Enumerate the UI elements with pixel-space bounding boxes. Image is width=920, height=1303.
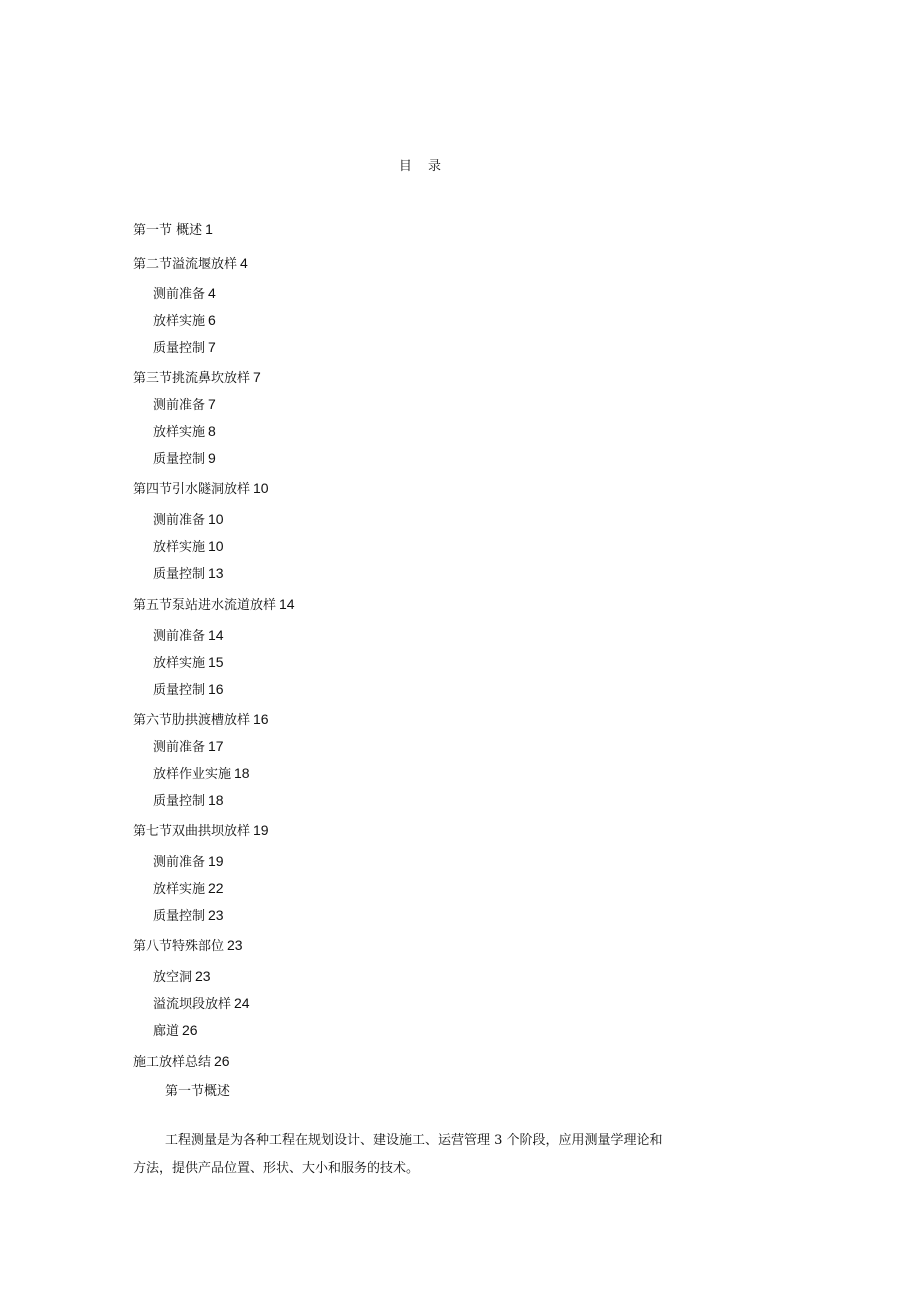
toc-page-number: 1 [205, 221, 213, 237]
toc-page-number: 22 [208, 880, 224, 896]
toc-subsection-entry[interactable] [153, 880, 224, 898]
toc-subsection-entry[interactable] [153, 423, 216, 441]
toc-entry-label: 测前准备 [153, 398, 206, 413]
toc-entry-label: 施工放样总结 [133, 1055, 212, 1070]
toc-page-number: 23 [208, 907, 224, 923]
toc-entry-label: 第七节双曲拱坝放样 [133, 824, 251, 839]
toc-page-number: 10 [253, 480, 269, 496]
toc-entry-label: 放样实施 [153, 882, 206, 897]
toc-page-number: 7 [208, 339, 216, 355]
toc-subsection-entry[interactable] [153, 565, 224, 583]
toc-page-number: 9 [208, 450, 216, 466]
toc-entry-label: 放样实施 [153, 540, 206, 555]
toc-page-number: 8 [208, 423, 216, 439]
toc-entry-label: 第六节肋拱渡槽放样 [133, 713, 251, 728]
toc-page-number: 6 [208, 312, 216, 328]
toc-subsection-entry[interactable] [153, 396, 216, 414]
toc-entry-label: 测前准备 [153, 740, 206, 755]
toc-entry-label: 测前准备 [153, 855, 206, 870]
toc-subsection-entry[interactable] [153, 312, 216, 330]
toc-entry-label: 测前准备 [153, 629, 206, 644]
toc-entry-label: 溢流坝段放样 [153, 997, 232, 1012]
toc-section-entry[interactable] [133, 480, 269, 498]
toc-section-entry[interactable] [133, 1053, 230, 1071]
section-heading: 第一节概述 [165, 1084, 231, 1099]
toc-page-number: 26 [182, 1022, 198, 1038]
toc-subsection-entry[interactable] [153, 681, 224, 699]
toc-section-entry[interactable] [133, 596, 295, 614]
toc-page-number: 4 [240, 255, 248, 271]
toc-page-number: 23 [195, 968, 211, 984]
toc-subsection-entry[interactable] [153, 450, 216, 468]
toc-entry-label: 质量控制 [153, 452, 206, 467]
toc-page-number: 15 [208, 654, 224, 670]
toc-section-entry[interactable] [133, 937, 243, 955]
toc-entry-label: 放样实施 [153, 314, 206, 329]
toc-section-entry[interactable] [133, 255, 248, 273]
toc-page-number: 14 [208, 627, 224, 643]
toc-title: 目 录 [398, 159, 448, 174]
toc-subsection-entry[interactable] [153, 627, 224, 645]
toc-entry-label: 测前准备 [153, 287, 206, 302]
toc-section-entry[interactable] [133, 369, 261, 387]
toc-page-number: 19 [253, 822, 269, 838]
paragraph-line: 方法，提供产品位置、形状、大小和服务的技术。 [133, 1161, 420, 1176]
toc-section-entry[interactable] [133, 711, 269, 729]
toc-page-number: 23 [227, 937, 243, 953]
toc-subsection-entry[interactable] [153, 339, 216, 357]
toc-entry-label: 质量控制 [153, 567, 206, 582]
toc-page-number: 7 [253, 369, 261, 385]
toc-page-number: 7 [208, 396, 216, 412]
toc-entry-label: 质量控制 [153, 683, 206, 698]
toc-page-number: 10 [208, 538, 224, 554]
toc-section-entry[interactable] [133, 822, 269, 840]
toc-entry-label: 第四节引水隧洞放样 [133, 482, 251, 497]
toc-entry-label: 第三节挑流鼻坎放样 [133, 371, 251, 386]
toc-subsection-entry[interactable] [153, 907, 224, 925]
toc-entry-label: 质量控制 [153, 909, 206, 924]
toc-subsection-entry[interactable] [153, 538, 224, 556]
toc-subsection-entry[interactable] [153, 765, 250, 783]
toc-page-number: 16 [208, 681, 224, 697]
toc-subsection-entry[interactable] [153, 853, 224, 871]
toc-page-number: 10 [208, 511, 224, 527]
toc-subsection-entry[interactable] [153, 1022, 198, 1040]
toc-section-entry[interactable] [133, 221, 213, 239]
toc-page-number: 18 [234, 765, 250, 781]
toc-subsection-entry[interactable] [153, 654, 224, 672]
toc-subsection-entry[interactable] [153, 968, 211, 986]
toc-entry-label: 放样作业实施 [153, 767, 232, 782]
toc-entry-label: 第二节溢流堰放样 [133, 257, 238, 272]
toc-page-number: 14 [279, 596, 295, 612]
toc-entry-label: 测前准备 [153, 513, 206, 528]
toc-entry-label: 质量控制 [153, 794, 206, 809]
toc-subsection-entry[interactable] [153, 995, 250, 1013]
toc-page-number: 19 [208, 853, 224, 869]
toc-entry-label: 放空洞 [153, 970, 193, 985]
body-paragraph [133, 1127, 693, 1183]
toc-entry-label: 廊道 [153, 1024, 180, 1039]
toc-entry-label: 第一节 概述 [133, 223, 203, 238]
toc-page-number: 18 [208, 792, 224, 808]
toc-page-number: 13 [208, 565, 224, 581]
toc-entry-label: 放样实施 [153, 425, 206, 440]
toc-subsection-entry[interactable] [153, 511, 224, 529]
toc-subsection-entry[interactable] [153, 738, 224, 756]
toc-subsection-entry[interactable] [153, 285, 216, 303]
toc-page-number: 17 [208, 738, 224, 754]
toc-page-number: 26 [214, 1053, 230, 1069]
toc-page-number: 4 [208, 285, 216, 301]
toc-subsection-entry[interactable] [153, 792, 224, 810]
toc-entry-label: 放样实施 [153, 656, 206, 671]
toc-entry-label: 第五节泵站进水流道放样 [133, 598, 277, 613]
toc-entry-label: 质量控制 [153, 341, 206, 356]
paragraph-line: 工程测量是为各种工程在规划设计、建设施工、运营管理 3 个阶段，应用测量学理论和 [165, 1133, 663, 1148]
toc-entry-label: 第八节特殊部位 [133, 939, 225, 954]
toc-page-number: 16 [253, 711, 269, 727]
toc-page-number: 24 [234, 995, 250, 1011]
